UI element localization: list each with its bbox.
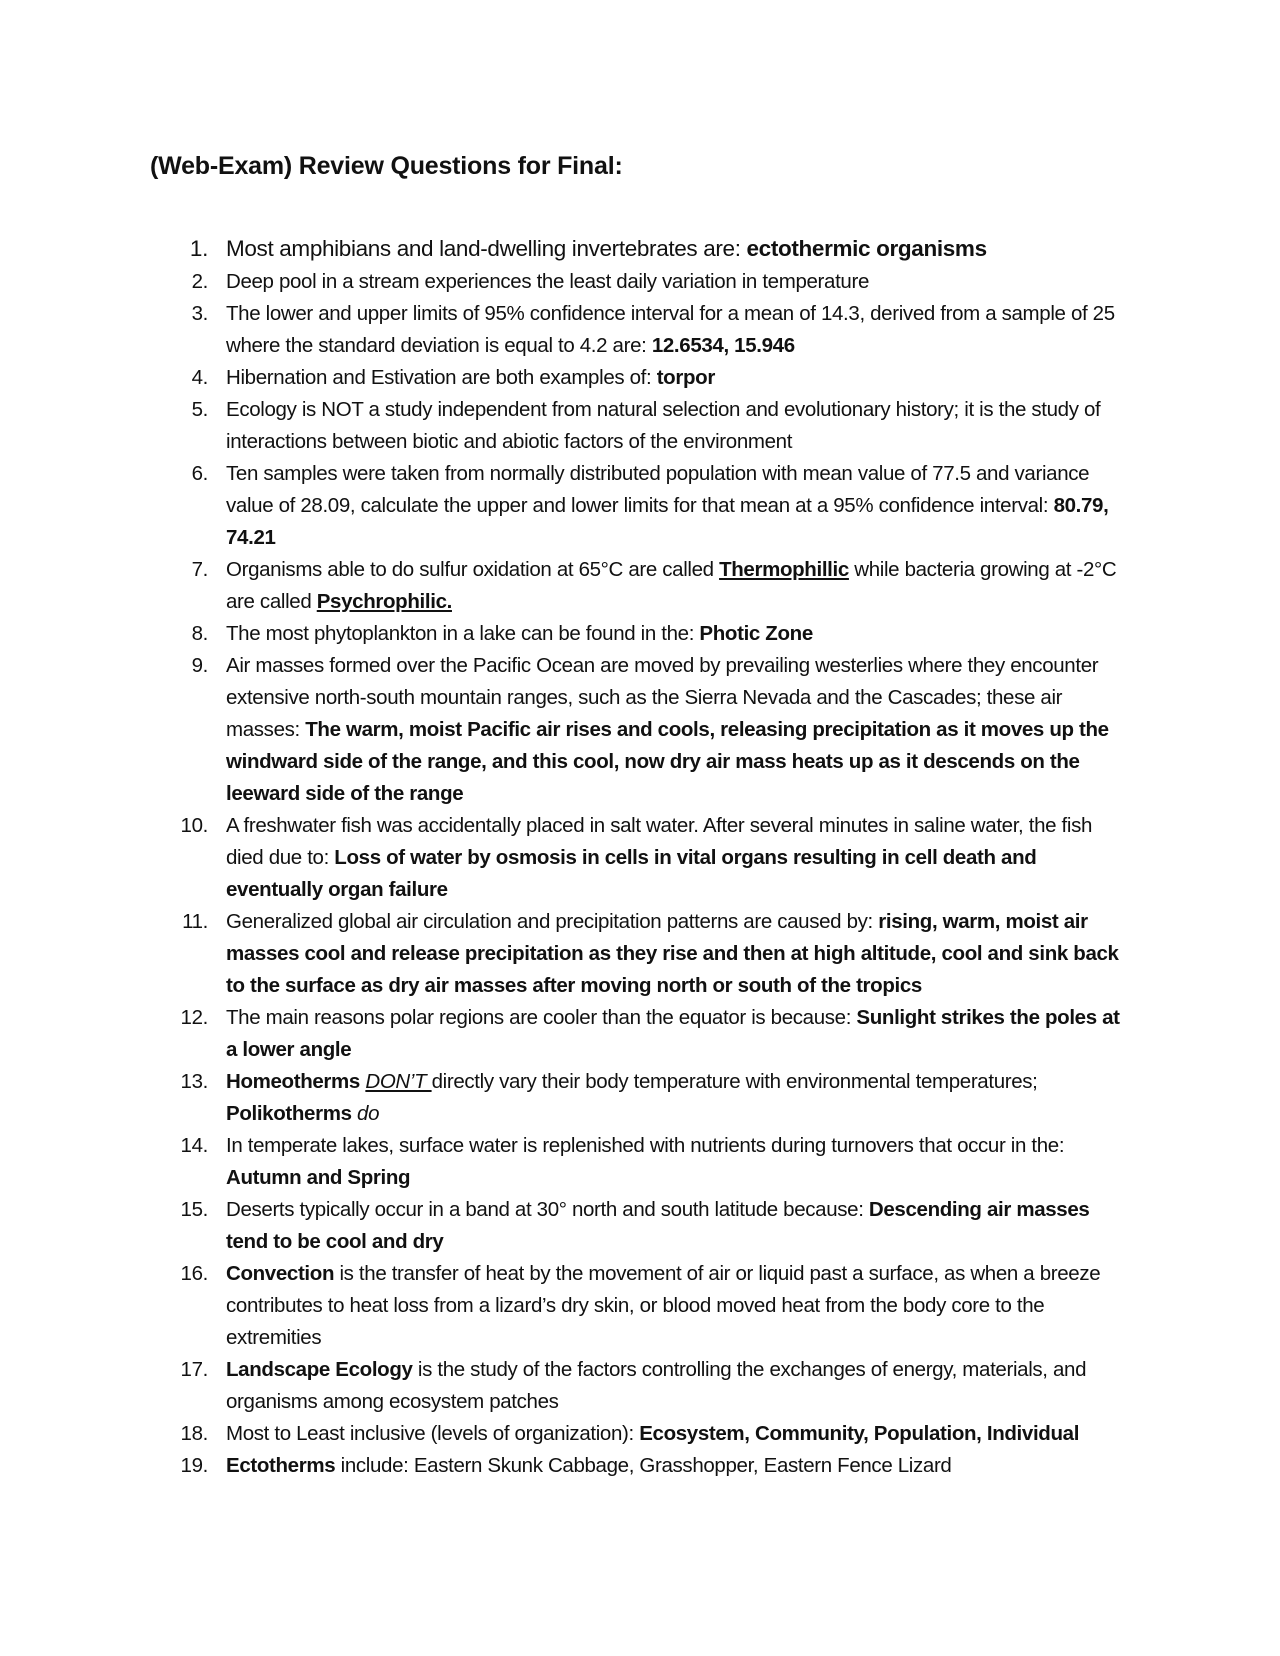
- answer-text: Polikotherms: [226, 1102, 352, 1125]
- question-item: [150, 906, 1130, 1002]
- answer-text: rising, warm, moist air masses cool and release precipitation as they rise and then at high altitude, cool and sink back to the surface as dry air masses after moving north or south of the tropics: [226, 910, 1119, 997]
- question-text: [226, 1198, 1089, 1253]
- question-number: 9.: [191, 654, 208, 677]
- question-item: [150, 266, 1130, 298]
- question-text-segment: Deep pool in a stream experiences the least daily variation in temperature: [226, 270, 869, 293]
- question-item: [150, 1130, 1130, 1194]
- question-item: [150, 1354, 1130, 1418]
- question-list: [150, 232, 1130, 1482]
- answer-text: Psychrophilic.: [316, 590, 452, 613]
- question-item: [150, 810, 1130, 906]
- question-text-segment: Most amphibians and land-dwelling invertebrates are:: [226, 236, 747, 261]
- question-text: [226, 622, 813, 645]
- question-number: 16.: [180, 1262, 208, 1285]
- question-number: 15.: [180, 1198, 208, 1221]
- answer-text: Landscape Ecology: [226, 1358, 413, 1381]
- question-text: [226, 270, 869, 293]
- question-item: [150, 554, 1130, 618]
- question-item: [150, 458, 1130, 554]
- question-item: [150, 650, 1130, 810]
- answer-text: Loss of water by osmosis in cells in vital organs resulting in cell death and eventually organ failure: [226, 846, 1037, 901]
- question-item: [150, 1450, 1130, 1482]
- question-text-segment: is the transfer of heat by the movement of air or liquid past a surface, as when a breeze contributes to heat loss from a lizard’s dry skin, or blood moved heat from the body core to the extremities: [226, 1262, 1101, 1349]
- question-text: [226, 366, 715, 389]
- document-title: (Web-Exam) Review Questions for Final:: [150, 152, 623, 180]
- question-number: 5.: [191, 398, 208, 421]
- question-text: [226, 302, 1115, 357]
- question-text-segment: do: [357, 1102, 380, 1125]
- question-text: [226, 236, 987, 261]
- answer-text: ectothermic organisms: [746, 236, 987, 261]
- question-text-segment: DON’T: [365, 1070, 432, 1093]
- question-item: [150, 394, 1130, 458]
- answer-text: 80.79, 74.21: [226, 494, 1109, 549]
- question-text: [226, 910, 1119, 997]
- question-item: [150, 1066, 1130, 1130]
- question-number: 12.: [180, 1006, 208, 1029]
- answer-text: Descending air masses tend to be cool and dry: [226, 1198, 1090, 1253]
- answer-text: Sunlight strikes the poles at a lower angle: [226, 1006, 1120, 1061]
- question-item: [150, 1258, 1130, 1354]
- question-text-segment: is the study of the factors controlling the exchanges of energy, materials, and organisms among ecosystem patches: [226, 1358, 1087, 1413]
- question-text: [226, 1262, 1100, 1349]
- question-text: [226, 654, 1109, 805]
- question-number: 4.: [191, 366, 208, 389]
- question-number: 14.: [180, 1134, 208, 1157]
- question-text: [226, 1358, 1086, 1413]
- question-text: [226, 558, 1116, 613]
- question-text-segment: Most to Least inclusive (levels of organization):: [226, 1422, 640, 1445]
- answer-text: Ectotherms: [226, 1454, 336, 1477]
- question-text-segment: Ten samples were taken from normally distributed population with mean value of 77.5 and variance value of 28.09, calculate the upper and lower limits for that mean at a 95% confidence interval:: [226, 462, 1090, 517]
- question-number: 19.: [180, 1454, 208, 1477]
- question-number: 11.: [182, 910, 208, 933]
- question-item: [150, 618, 1130, 650]
- question-text-segment: The most phytoplankton in a lake can be found in the:: [226, 622, 700, 645]
- question-text-segment: Ecology is NOT a study independent from natural selection and evolutionary history; it is the study of interactions between biotic and abiotic factors of the environment: [226, 398, 1101, 453]
- question-text-segment: directly vary their body temperature with environmental temperatures;: [431, 1070, 1038, 1093]
- question-item: [150, 1418, 1130, 1450]
- question-text: [226, 398, 1100, 453]
- question-text: [226, 1006, 1120, 1061]
- question-text-segment: In temperate lakes, surface water is replenished with nutrients during turnovers that occur in the:: [226, 1134, 1065, 1157]
- answer-text: Autumn and Spring: [226, 1166, 411, 1189]
- answer-text: 12.6534, 15.946: [651, 334, 795, 357]
- question-text-segment: Hibernation and Estivation are both examples of:: [226, 366, 657, 389]
- question-number: 17.: [180, 1358, 208, 1381]
- question-text: [226, 1422, 1079, 1445]
- question-item: [150, 1194, 1130, 1258]
- answer-text: Photic Zone: [699, 622, 813, 645]
- question-text-segment: Air masses formed over the Pacific Ocean are moved by prevailing westerlies where they encounter extensive north-south mountain ranges, such as the Sierra Nevada and the Cascades; these air masses:: [226, 654, 1099, 741]
- question-item: [150, 298, 1130, 362]
- question-text: [226, 462, 1108, 549]
- answer-text: Homeotherms: [226, 1070, 360, 1093]
- question-text: [226, 1070, 1038, 1125]
- question-text-segment: The main reasons polar regions are cooler than the equator is because:: [226, 1006, 857, 1029]
- answer-text: Convection: [226, 1262, 335, 1285]
- question-item: [150, 232, 1130, 266]
- question-text-segment: A freshwater fish was accidentally placed in salt water. After several minutes in saline water, the fish died due to:: [226, 814, 1093, 869]
- question-number: 8.: [191, 622, 208, 645]
- question-number: 7.: [191, 558, 208, 581]
- answer-text: torpor: [656, 366, 715, 389]
- question-item: [150, 1002, 1130, 1066]
- answer-text: Ecosystem, Community, Population, Individual: [639, 1422, 1080, 1445]
- question-text: [226, 1454, 951, 1477]
- question-number: 1.: [189, 236, 208, 261]
- question-text-segment: Deserts typically occur in a band at 30° north and south latitude because:: [226, 1198, 869, 1221]
- question-text-segment: include: Eastern Skunk Cabbage, Grasshopper, Eastern Fence Lizard: [335, 1454, 952, 1477]
- question-text-segment: Organisms able to do sulfur oxidation at 65°C are called: [226, 558, 720, 581]
- question-number: 2.: [191, 270, 208, 293]
- question-text: [226, 1134, 1064, 1189]
- question-number: 6.: [191, 462, 208, 485]
- question-text-segment: while bacteria growing at -2°C are called: [226, 558, 1117, 613]
- answer-text: The warm, moist Pacific air rises and cools, releasing precipitation as it moves up the windward side of the range, and this cool, now dry air mass heats up as it descends on the leeward side of the range: [226, 718, 1109, 805]
- question-number: 10.: [180, 814, 208, 837]
- question-number: 13.: [180, 1070, 208, 1093]
- answer-text: Thermophillic: [719, 558, 849, 581]
- question-text-segment: Generalized global air circulation and precipitation patterns are caused by:: [226, 910, 879, 933]
- question-text: [226, 814, 1092, 901]
- question-number: 3.: [191, 302, 208, 325]
- question-text-segment: The lower and upper limits of 95% confidence interval for a mean of 14.3, derived from a sample of 25 where the standard deviation is equal to 4.2 are:: [226, 302, 1115, 357]
- question-number: 18.: [180, 1422, 208, 1445]
- question-item: [150, 362, 1130, 394]
